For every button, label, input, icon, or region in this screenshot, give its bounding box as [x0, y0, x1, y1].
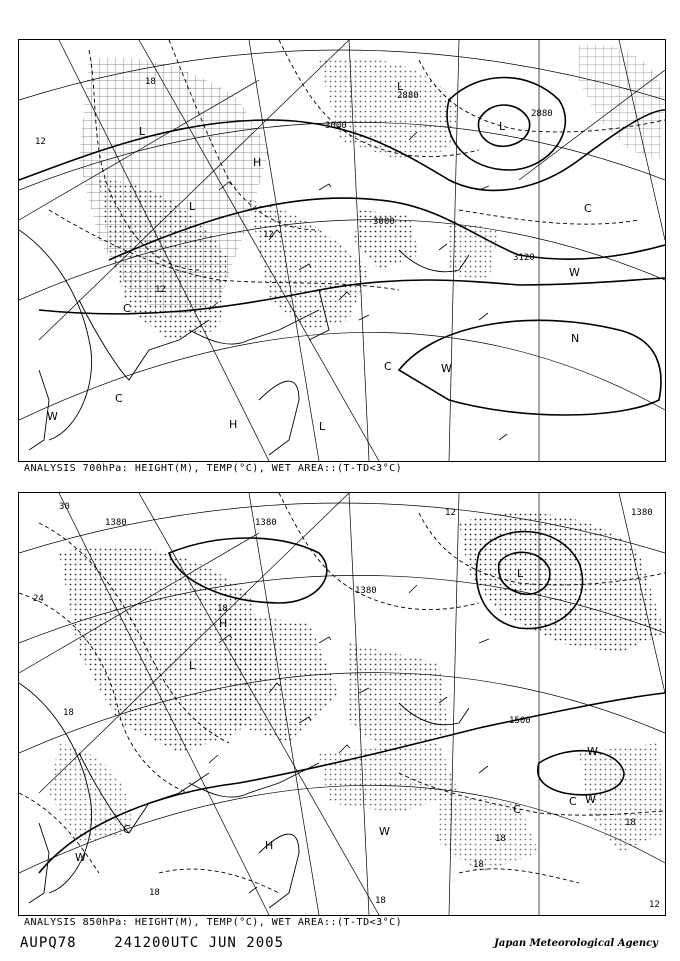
height-label: 3000 [325, 121, 347, 131]
height-label: 1500 [509, 716, 531, 726]
warm-center: W [379, 825, 390, 838]
temp-label: 18 [375, 896, 386, 906]
high-center: H [265, 839, 274, 852]
bulletin-code: AUPQ78 241200UTC JUN 2005 [20, 935, 285, 951]
temp-label: 30 [59, 502, 70, 512]
height-label: 3120 [513, 253, 535, 263]
low-center: L [139, 125, 146, 138]
height-label: 2880 [531, 109, 553, 119]
warm-center: W [441, 362, 452, 375]
warm-center: W [569, 266, 580, 279]
low-center: L [189, 659, 196, 672]
high-center: H [219, 617, 228, 630]
low-center: L [189, 200, 196, 213]
temp-label: 18 [149, 888, 160, 898]
height-label: 1380 [105, 518, 127, 528]
temp-label: 18 [145, 77, 156, 87]
high-center: H [229, 418, 238, 431]
cold-center: C [123, 302, 131, 315]
height-label: 3000 [373, 217, 395, 227]
warm-center: W [587, 745, 598, 758]
cold-center: C [384, 360, 392, 373]
height-label: 1380 [355, 586, 377, 596]
cold-center: C [584, 202, 592, 215]
low-center: L [499, 120, 506, 133]
temp-label: 24 [33, 594, 44, 604]
temp-label: 12 [35, 137, 46, 147]
temp-label: 18 [625, 818, 636, 828]
temp-label: 12 [445, 508, 456, 518]
map-850hpa-canvas [19, 493, 665, 915]
temp-label: 18 [63, 708, 74, 718]
low-center: L [517, 567, 524, 580]
map-850hpa [18, 492, 666, 916]
caption-850hpa: ANALYSIS 850hPa: HEIGHT(M), TEMP(°C), WET AREA::(T-TD<3°C) [24, 917, 403, 928]
cold-center: C [513, 803, 521, 816]
temp-label: 18 [473, 860, 484, 870]
cold-center: C [115, 392, 123, 405]
temp-label: 12 [155, 285, 166, 295]
temp-label: 18 [495, 834, 506, 844]
warm-center: W [585, 793, 596, 806]
height-label: 2880 [397, 91, 419, 101]
agency-name: Japan Meteorological Agency [494, 938, 658, 949]
temp-label: 12 [263, 230, 274, 240]
temp-label: 12 [649, 900, 660, 910]
wet-area-shading [49, 513, 665, 873]
map-700hpa [18, 39, 666, 462]
map-700hpa-canvas [19, 40, 665, 461]
low-center: L [397, 80, 404, 93]
coastlines [19, 230, 469, 455]
height-label: 1380 [631, 508, 653, 518]
temp-label: 18 [217, 604, 228, 614]
caption-700hpa: ANALYSIS 700hPa: HEIGHT(M), TEMP(°C), WET AREA::(T-TD<3°C) [24, 463, 403, 474]
warm-center: W [47, 410, 58, 423]
height-label: 1380 [255, 518, 277, 528]
cold-center: C [569, 795, 577, 808]
warm-center: W [75, 851, 86, 864]
cold-center: C [123, 823, 131, 836]
low-center: L [319, 420, 326, 433]
high-center: H [253, 156, 262, 169]
wind-station-marker: N [571, 332, 580, 345]
